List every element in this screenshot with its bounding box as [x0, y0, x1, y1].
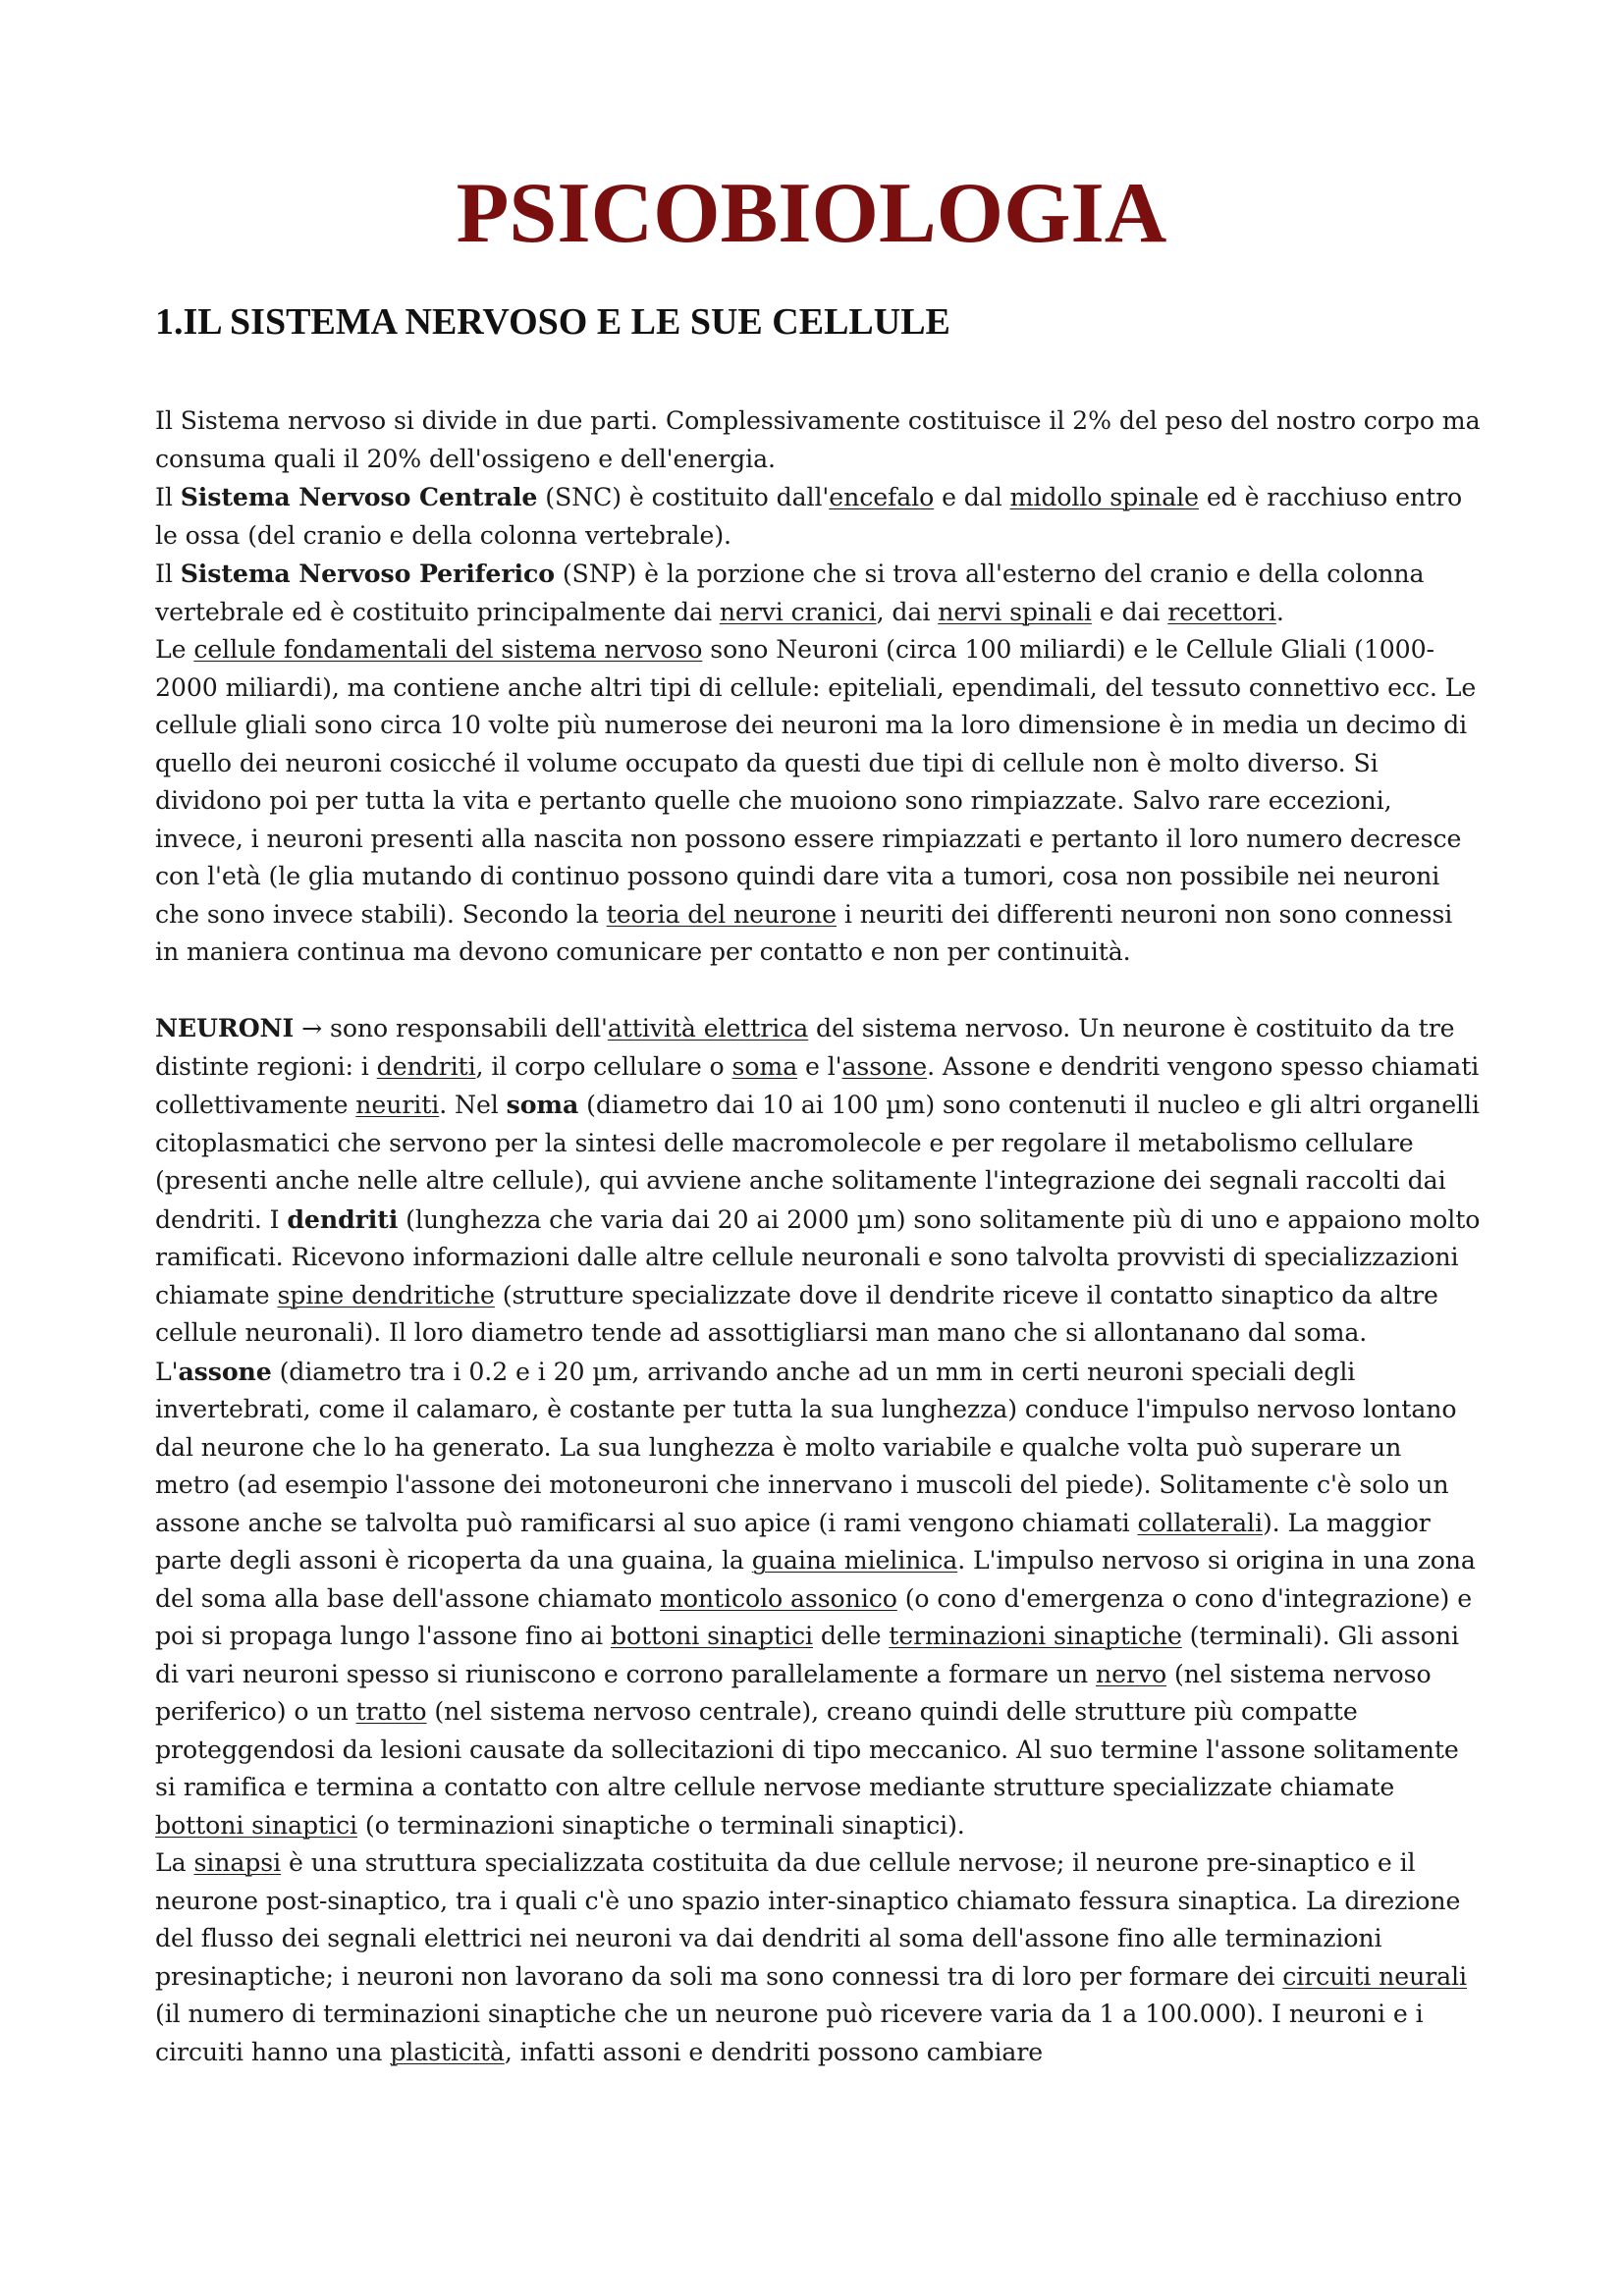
term-midollo-spinale: midollo spinale [1009, 483, 1199, 511]
paragraph-snc: Il Sistema Nervoso Centrale (SNC) è costituito dall'encefalo e dal midollo spinale ed è racchiuso entro le ossa (del cranio e della colonna vertebrale). [155, 482, 1463, 550]
paragraph-gap [155, 972, 1481, 1010]
term-encefalo: encefalo [829, 483, 935, 511]
term-neuroni: NEURONI [155, 1013, 295, 1042]
term-recettori: recettori [1167, 597, 1276, 626]
term-nervi-spinali: nervi spinali [938, 597, 1092, 626]
term-circuiti-neurali: circuiti neurali [1282, 1961, 1467, 1991]
paragraph-intro: Il Sistema nervoso si divide in due parti. Complessivamente costituisce il 2% del peso del nostro corpo ma consuma quali il 20% dell'ossigeno e dell'energia. [155, 406, 1481, 473]
term-sinapsi: sinapsi [193, 1848, 282, 1877]
term-nervi-cranici: nervi cranici [719, 597, 877, 626]
paragraph-snp: Il Sistema Nervoso Periferico (SNP) è la porzione che si trova all'esterno del cranio e della colonna vertebrale ed è costituito principalmente dai nervi cranici, dai nervi spinali e dai recettori. [155, 559, 1425, 626]
document-title: PSICOBIOLOGIA [456, 166, 1167, 261]
term-snp: Sistema Nervoso Periferico [180, 559, 555, 588]
section-heading: 1.IL SISTEMA NERVOSO E LE SUE CELLULE [155, 301, 950, 343]
term-snc: Sistema Nervoso Centrale [180, 482, 538, 511]
paragraph-cellule: Le cellule fondamentali del sistema nervoso sono Neuroni (circa 100 miliardi) e le Cellule Gliali (1000-2000 miliardi), ma contiene anche altri tipi di cellule: epiteliali, ependimali, del tessuto connettivo ecc. Le cellule gliali sono circa 10 volte più numerose dei neuroni ma la loro dimensione è in media un decimo di quello dei neuroni cosicché il volume occupato da questi due tipi di cellule non è molto diverso. Si dividono poi per tutta la vita e pertanto quelle che muoiono sono rimpiazzate. Salvo rare eccezioni, invece, i neuroni presenti alla nascita non possono essere rimpiazzati e pertanto il loro numero decresce con l'età (le glia mutando di continuo possono quindi dare vita a tumori, cosa non possibile nei neuroni che sono invece stabili). Secondo la teoria del neurone i neuriti dei differenti neuroni non sono connessi in maniera continua ma devono comunicare per contatto e non per continuità. [155, 635, 1477, 966]
term-cellule-fondamentali: cellule fondamentali del sistema nervoso [193, 635, 703, 664]
paragraph-sinapsi: La sinapsi è una struttura specializzata costituita da due cellule nervose; il neurone pre-sinaptico e il neurone post-sinaptico, tra i quali c'è uno spazio inter-sinaptico chiamato fessura sinaptica. La direzione del flusso dei segnali elettrici nei neuroni va dai dendriti al soma dell'assone fino alle terminazioni presinaptiche; i neuroni non lavorano da soli ma sono connessi tra di loro per formare dei circuiti neurali (il numero di terminazioni sinaptiche che un neurone può ricevere varia da 1 a 100.000). I neuroni e i circuiti hanno una plasticità, infatti assoni e dendriti possono cambiare [155, 1848, 1467, 2066]
term-plasticita: plasticità [390, 2037, 505, 2066]
document-body [155, 402, 1481, 2071]
paragraph-neuroni: NEURONI → sono responsabili dell'attività elettrica del sistema nervoso. Un neurone è costituito da tre distinte regioni: i dendriti, il corpo cellulare o soma e l'assone. Assone e dendriti vengono spesso chiamati collettivamente neuriti. Nel soma (diametro dai 10 ai 100 µm) sono contenuti il nucleo e gli altri organelli citoplasmatici che servono per la sintesi delle macromolecole e per regolare il metabolismo cellulare (presenti anche nelle altre cellule), qui avviene anche solitamente l'integrazione dei segnali raccolti dai dendriti. I dendriti (lunghezza che varia dai 20 ai 2000 µm) sono solitamente più di uno e appaiono molto ramificati. Ricevono informazioni dalle altre cellule neuronali e sono talvolta provvisti di specializzazioni chiamate spine dendritiche (strutture specializzate dove il dendrite riceve il contatto sinaptico da altre cellule neuronali). Il loro diametro tende ad assottigliarsi man mano che si allontanano dal soma. L'assone (diametro tra i 0.2 e i 20 µm, arrivando anche ad un mm in certi neuroni speciali degli invertebrati, come il calamaro, è costante per tutta la sua lunghezza) conduce l'impulso nervoso lontano dal neurone che lo ha generato. La sua lunghezza è molto variabile e qualche volta può superare un metro (ad esempio l'assone dei motoneuroni che innervano i muscoli del piede). Solitamente c'è solo un assone anche se talvolta può ramificarsi al suo apice (i rami vengono chiamati collaterali). La maggior parte degli assoni è ricoperta da una guaina, la guaina mielinica. L'impulso nervoso si origina in una zona del soma alla base dell'assone chiamato monticolo assonico (o cono d'emergenza o cono d'integrazione) e poi si propaga lungo l'assone fino ai bottoni sinaptici delle terminazioni sinaptiche (terminali). Gli assoni di vari neuroni spesso si riuniscono e corrono parallelamente a formare un nervo (nel sistema nervoso periferico) o un tratto (nel sistema nervoso centrale), creano quindi delle strutture più compatte proteggendosi da lesioni causate da sollecitazioni di tipo meccanico. Al suo termine l'assone solitamente si ramifica e termina a contatto con altre cellule nervose mediante strutture specializzate chiamate bottoni sinaptici (o terminazioni sinaptiche o terminali sinaptici). [155, 1013, 1481, 1840]
term-teoria-del-neurone: teoria del neurone [606, 899, 837, 929]
